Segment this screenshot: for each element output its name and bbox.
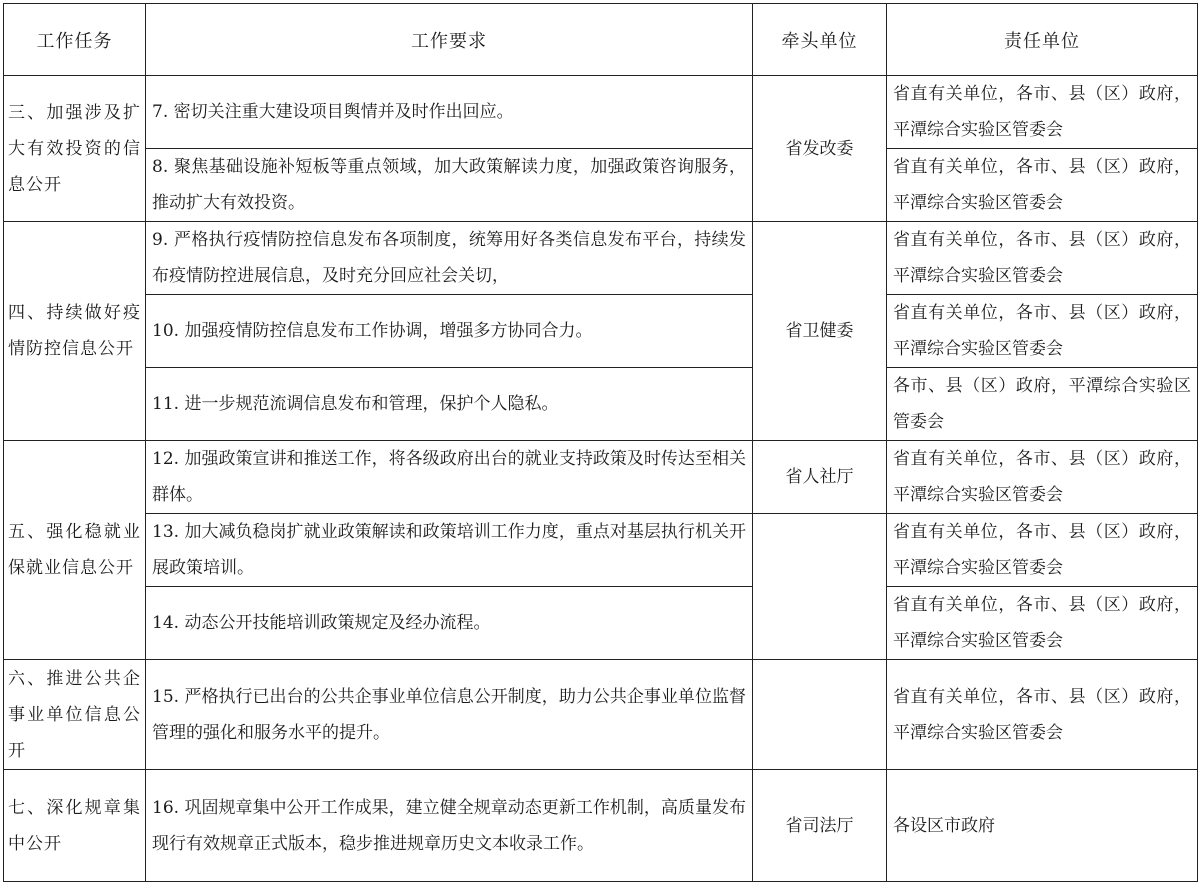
responsible-unit-cell: 省直有关单位，各市、县（区）政府，平潭综合实验区管委会	[887, 76, 1198, 149]
table-row	[4, 295, 1198, 368]
requirement-cell: 10. 加强疫情防控信息发布工作协调，增强多方协同合力。	[146, 295, 753, 368]
responsible-unit-cell: 省直有关单位，各市、县（区）政府，平潭综合实验区管委会	[887, 587, 1198, 660]
table-row	[4, 441, 1198, 514]
lead-unit-cell: 省发改委	[753, 76, 887, 222]
table-row	[4, 770, 1198, 882]
table-row	[4, 149, 1198, 222]
requirement-cell: 11. 进一步规范流调信息发布和管理，保护个人隐私。	[146, 368, 753, 441]
header-row	[4, 4, 1198, 76]
header-responsible-unit: 责任单位	[887, 4, 1198, 76]
task-cell: 六、推进公共企事业单位信息公开	[4, 660, 146, 770]
requirement-cell: 15. 严格执行已出台的公共企事业单位信息公开制度，助力公共企事业单位监督管理的强化和服务水平的提升。	[146, 660, 753, 770]
header-task: 工作任务	[4, 4, 146, 76]
table-row	[4, 76, 1198, 149]
requirement-cell: 13. 加大减负稳岗扩就业政策解读和政策培训工作力度，重点对基层执行机关开展政策培训。	[146, 514, 753, 587]
responsible-unit-cell: 省直有关单位，各市、县（区）政府，平潭综合实验区管委会	[887, 222, 1198, 295]
lead-unit-cell-empty	[753, 660, 887, 770]
requirement-cell: 9. 严格执行疫情防控信息发布各项制度，统筹用好各类信息发布平台，持续发布疫情防控进展信息，及时充分回应社会关切，	[146, 222, 753, 295]
responsible-unit-cell: 省直有关单位，各市、县（区）政府，平潭综合实验区管委会	[887, 149, 1198, 222]
header-lead-unit: 牵头单位	[753, 4, 887, 76]
requirement-cell: 14. 动态公开技能培训政策规定及经办流程。	[146, 587, 753, 660]
table-row	[4, 222, 1198, 295]
table-row	[4, 587, 1198, 660]
lead-unit-cell-empty	[753, 514, 887, 660]
responsible-unit-cell: 各设区市政府	[887, 770, 1198, 882]
requirement-cell: 16. 巩固规章集中公开工作成果，建立健全规章动态更新工作机制，高质量发布现行有效规章正式版本，稳步推进规章历史文本收录工作。	[146, 770, 753, 882]
task-cell: 七、深化规章集中公开	[4, 770, 146, 882]
table-row	[4, 514, 1198, 587]
responsible-unit-cell: 省直有关单位，各市、县（区）政府，平潭综合实验区管委会	[887, 295, 1198, 368]
table-row	[4, 368, 1198, 441]
lead-unit-cell: 省卫健委	[753, 222, 887, 441]
requirement-cell: 8. 聚焦基础设施补短板等重点领域，加大政策解读力度，加强政策咨询服务，推动扩大有效投资。	[146, 149, 753, 222]
table-row	[4, 660, 1198, 770]
requirement-cell: 7. 密切关注重大建设项目舆情并及时作出回应。	[146, 76, 753, 149]
lead-unit-cell: 省司法厅	[753, 770, 887, 882]
responsible-unit-cell: 各市、县（区）政府，平潭综合实验区管委会	[887, 368, 1198, 441]
header-requirement: 工作要求	[146, 4, 753, 76]
task-table	[3, 3, 1198, 882]
task-cell: 五、强化稳就业保就业信息公开	[4, 441, 146, 660]
responsible-unit-cell: 省直有关单位，各市、县（区）政府，平潭综合实验区管委会	[887, 660, 1198, 770]
lead-unit-cell: 省人社厅	[753, 441, 887, 514]
responsible-unit-cell: 省直有关单位，各市、县（区）政府，平潭综合实验区管委会	[887, 514, 1198, 587]
requirement-cell: 12. 加强政策宣讲和推送工作，将各级政府出台的就业支持政策及时传达至相关群体。	[146, 441, 753, 514]
task-cell: 三、加强涉及扩大有效投资的信息公开	[4, 76, 146, 222]
task-cell: 四、持续做好疫情防控信息公开	[4, 222, 146, 441]
responsible-unit-cell: 省直有关单位，各市、县（区）政府，平潭综合实验区管委会	[887, 441, 1198, 514]
